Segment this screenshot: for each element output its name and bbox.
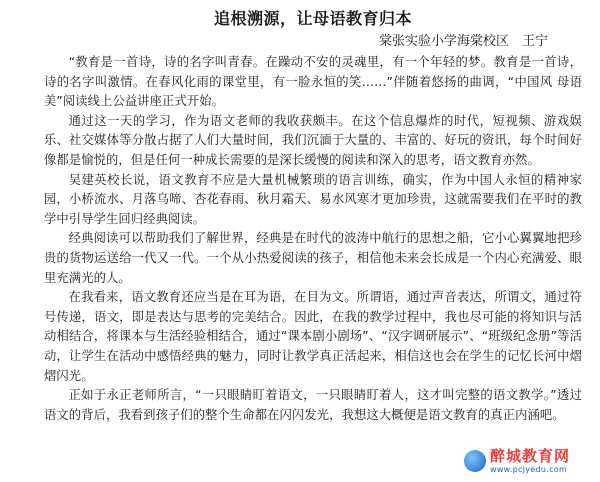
paragraph-5: 在我看来，语文教育还应当是在耳为语，在目为文。所谓语，通过声音表达，所谓文，通过符号传递，语文，即是表达与思考的完美结合。因此，在我的教学过程中，我也尽可能的将知识与活动相结合，将课本与生活经验相结合，通过“课本剧小剧场”、“汉字调研展示”、“班级纪念册”等活动，让学生在活动中感悟经典的魅力，同时让教学真正活起来，相信这也会在学生的记忆长河中熠熠闪光。 <box>44 290 582 383</box>
paragraph-6: 正如于永正老师所言，“一只眼睛盯着语文，一只眼睛盯着人，这才叫完整的语文教学。”透过语文的背后，我看到孩子们的整个生命都在闪闪发光，我想这大概便是语文教育的真正内涵吧。 <box>44 388 582 422</box>
watermark-text <box>490 448 570 474</box>
watermark-site-url: www.pcjyedu.com <box>490 465 568 474</box>
document-author: 棠张实验小学海棠校区 王宁 <box>378 34 548 49</box>
paragraph-4: 经典阅读可以帮助我们了解世界，经典是在时代的波涛中航行的思想之船，它小心翼翼地把珍贵的货物运送给一代又一代。一个从小热爱阅读的孩子，相信他未来会长成是一个内心充满爱、眼里充满光的人。 <box>44 231 582 285</box>
paragraph-3: 吴建英校长说，语文教育不应是大量机械繁琐的语言训练，确实，作为中国人永恒的精神家园，小桥流水、月落乌啼、杏花春雨、秋月霜天、易水风寒才更加珍贵，这就需要我们在平时的教学中引导学生回归经典阅读。 <box>44 172 582 226</box>
watermark-site-name: 醉城教育网 <box>490 447 571 465</box>
paragraph-1: “教育是一首诗，诗的名字叫青春。在躁动不安的灵魂里，有一个年轻的梦。教育是一首诗，诗的名字叫激情。在春风化雨的课堂里，有一脸永恒的笑……”伴随着悠扬的曲调，“中国风 母语美”阅读线上公益讲座正式开始。 <box>44 55 582 109</box>
paragraph-2: 通过这一天的学习，作为语文老师的我收获颇丰。在这个信息爆炸的时代，短视频、游戏娱乐、社交媒体等分散占据了人们大量时间，我们沉湎于大量的、丰富的、好玩的资讯，每个时间好像都是愉悦的，但是任何一种成长需要的是深长缓慢的阅读和深入的思考，语文教育亦然。 <box>44 113 582 167</box>
site-watermark <box>464 446 594 476</box>
globe-logo-icon <box>464 450 486 472</box>
document-title: 追根溯源，让母语教育归本 <box>213 9 412 28</box>
